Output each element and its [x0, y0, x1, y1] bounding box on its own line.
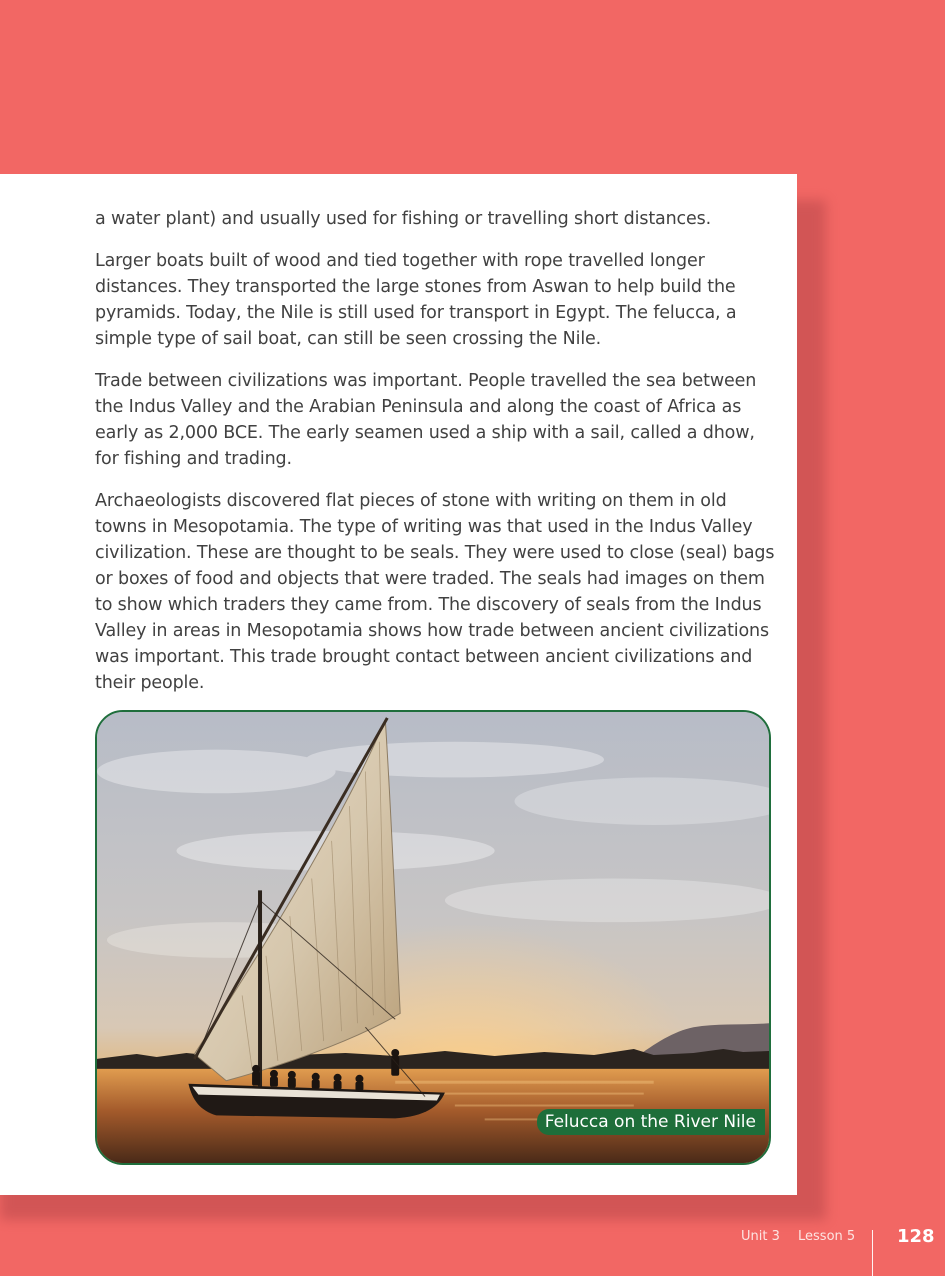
- footer-lesson-label: Lesson 5: [798, 1229, 856, 1244]
- page-number: 128: [897, 1226, 935, 1247]
- page-card: [0, 174, 797, 1195]
- felucca-photo-frame: [95, 710, 771, 1165]
- footer-divider: [872, 1230, 873, 1276]
- paragraph-seals: Archaeologists discovered flat pieces of stone with writing on them in old towns in Mesopotamia. The type of writing was that used in the Indus Valley civilization. These are thought to be seals. They were used to close (seal) bags or boxes of food and objects that were traded. The seals had images on them to show which traders they came from. The discovery of seals from the Indus Valley in areas in Mesopotamia shows how trade between ancient civilizations was important. This trade brought contact between ancient civilizations and their people.: [95, 491, 775, 693]
- paragraph-intro-continuation: a water plant) and usually used for fishing or travelling short distances.: [95, 209, 712, 229]
- footer-unit-label: Unit 3: [741, 1229, 780, 1244]
- footer-unit-lesson: [741, 1228, 855, 1246]
- photo-caption: Felucca on the River Nile: [537, 1109, 765, 1135]
- paragraph-larger-boats: Larger boats built of wood and tied together with rope travelled longer distances. They transported the large stones from Aswan to help build the pyramids. Today, the Nile is still used for transport in Egypt. The felucca, a simple type of sail boat, can still be seen crossing the Nile.: [95, 251, 737, 349]
- felucca-photo-illustration: [97, 712, 769, 1163]
- paragraph-trade: Trade between civilizations was important. People travelled the sea between the Indus Valley and the Arabian Peninsula and along the coast of Africa as early as 2,000 BCE. The early seamen used a ship with a sail, called a dhow, for fishing and trading.: [95, 371, 757, 469]
